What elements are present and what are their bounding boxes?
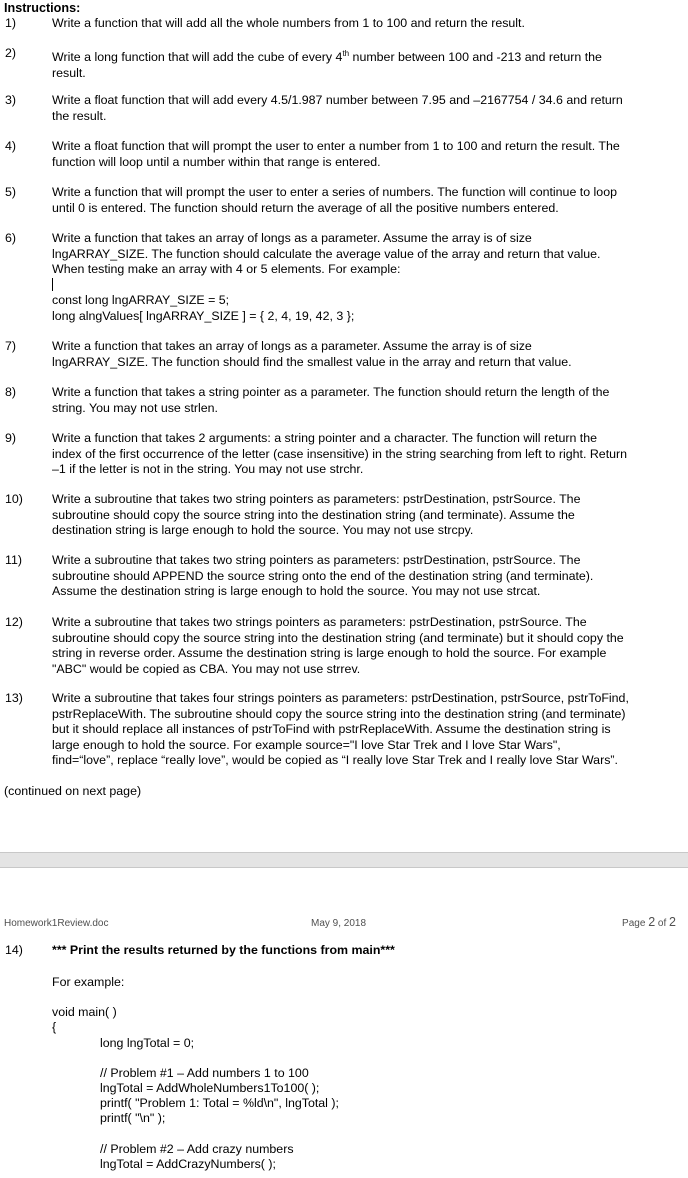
code-line: long lngTotal = 0; [100, 1036, 195, 1050]
problem-text-line: Write a function that takes a string pointer as a parameter. The function should return the length of the [52, 385, 610, 399]
problem-text-line: Write a long function that will add the cube of every 4th number between 100 and -213 and return the [52, 49, 602, 65]
problem-text-line: Write a function that takes 2 arguments: a string pointer and a character. The function will return the [52, 431, 598, 445]
problem-number: 7) [5, 339, 17, 353]
footer-date: May 9, 2018 [311, 918, 367, 929]
document-page-2 [0, 868, 688, 1178]
code-line: void main( ) [52, 1005, 117, 1019]
problem-text-line: Write a function that takes an array of longs as a parameter. Assume the array is of size [52, 231, 532, 245]
problem-text-line: When testing make an array with 4 or 5 elements. For example: [52, 262, 401, 277]
problem-text-line: pstrReplaceWith. The subroutine should copy the source string into the destination string (and terminate) [52, 706, 626, 721]
problem-text-line: Write a subroutine that takes four strings pointers as parameters: pstrDestination, pstrSource, pstrToFind, [52, 691, 629, 705]
problem-text-line: Write a subroutine that takes two string pointers as parameters: pstrDestination, pstrSource. The [52, 492, 581, 506]
problem-text-line: subroutine should copy the source string into the destination string (and terminate). Assume the [52, 507, 575, 522]
problem-text-line: lngARRAY_SIZE. The function should find the smallest value in the array and return that value. [52, 354, 572, 369]
problem-text-line: but it should replace all instances of pstrToFind with pstrReplaceWith. Assume the destination string is [52, 722, 611, 737]
code-line: // Problem #1 – Add numbers 1 to 100 [100, 1066, 309, 1080]
superscript-th: th [342, 49, 350, 58]
problem-text-line: Assume the destination string is large enough to hold the source. You may not use strcat. [52, 584, 541, 599]
problem-text-line: Write a subroutine that takes two strings pointers as parameters: pstrDestination, pstrSource. The [52, 615, 587, 629]
problem-number: 8) [5, 385, 17, 399]
problem-number: 13) [5, 691, 23, 705]
problem-text-line: string in reverse order. Assume the destination string is large enough to hold the source. For example [52, 646, 607, 661]
problem-text-line: "ABC" would be copied as CBA. You may not use strrev. [52, 661, 361, 676]
problem-number: 3) [5, 93, 17, 107]
problem-text-line: index of the first occurrence of the letter (case insensitive) in the string searching from left to right. Return [52, 446, 628, 461]
instructions-heading: Instructions: [4, 1, 81, 15]
page-separator [0, 852, 688, 868]
problem-number: 10) [5, 492, 23, 506]
problem-text-line: Write a float function that will prompt the user to enter a number from 1 to 100 and return the result. The [52, 139, 620, 153]
code-line: const long lngARRAY_SIZE = 5; [52, 293, 230, 308]
problem-number: 5) [5, 185, 17, 199]
problem-text-line: subroutine should APPEND the source string onto the end of the destination string (and terminate). [52, 568, 594, 583]
code-line: // Problem #2 – Add crazy numbers [100, 1142, 294, 1156]
problem-text-line: subroutine should copy the source string into the destination string (and terminate) but it should copy the [52, 630, 624, 645]
problem-number: 14) [5, 943, 23, 957]
problem-number: 1) [5, 16, 17, 30]
continued-note: (continued on next page) [4, 784, 142, 798]
problem-number: 6) [5, 231, 17, 245]
code-line: { [52, 1020, 57, 1034]
footer-filename: Homework1Review.doc [4, 918, 109, 929]
example-label: For example: [52, 975, 125, 989]
code-line: printf( "\n" ); [100, 1111, 166, 1125]
problem-number: 2) [5, 46, 17, 60]
problem-text-line: until 0 is entered. The function should return the average of all the positive numbers entered. [52, 200, 559, 215]
code-line: lngTotal = AddCrazyNumbers( ); [100, 1157, 276, 1171]
code-line: printf( "Problem 1: Total = %ld\n", lngTotal ); [100, 1096, 339, 1110]
code-line: long alngValues[ lngARRAY_SIZE ] = { 2, 4, 19, 42, 3 }; [52, 308, 355, 323]
text-cursor [52, 278, 678, 294]
problem-text-line: string. You may not use strlen. [52, 400, 218, 415]
problem-text-line: function will loop until a number within that range is entered. [52, 154, 381, 169]
problem-number: 9) [5, 431, 17, 445]
problem-text-line: result. [52, 65, 86, 80]
footer-page-number: Page 2 of 2 [622, 915, 676, 929]
problem-text-line: lngARRAY_SIZE. The function should calculate the average value of the array and return that value. [52, 246, 601, 261]
problem-text-line: Write a function that takes an array of longs as a parameter. Assume the array is of size [52, 339, 532, 353]
problem-text-line: Write a subroutine that takes two string pointers as parameters: pstrDestination, pstrSource. The [52, 553, 581, 567]
problem-text-line: destination string is large enough to hold the source. You may not use strcpy. [52, 523, 474, 538]
code-line: lngTotal = AddWholeNumbers1To100( ); [100, 1081, 320, 1095]
problem-text-line: Write a function that will prompt the user to enter a series of numbers. The function will continue to loop [52, 185, 617, 199]
problem-number: 11) [5, 553, 22, 567]
problem-14-title: *** Print the results returned by the functions from main*** [52, 943, 395, 957]
problem-number: 4) [5, 139, 17, 153]
problem-text-line: large enough to hold the source. For example source="I love Star Trek and I love Star Wars", [52, 737, 561, 752]
problem-text-line: Write a function that will add all the whole numbers from 1 to 100 and return the result. [52, 16, 525, 30]
problem-text-line: –1 if the letter is not in the string. You may not use strchr. [52, 462, 364, 477]
problem-text-line: Write a float function that will add every 4.5/1.987 number between 7.95 and –2167754 / 34.6 and return [52, 93, 623, 107]
problem-text-line: the result. [52, 108, 107, 123]
problem-number: 12) [5, 615, 23, 629]
problem-text-line: find=“love”, replace “really love”, would be copied as “I really love Star Trek and I really love Star Wars”. [52, 753, 618, 768]
